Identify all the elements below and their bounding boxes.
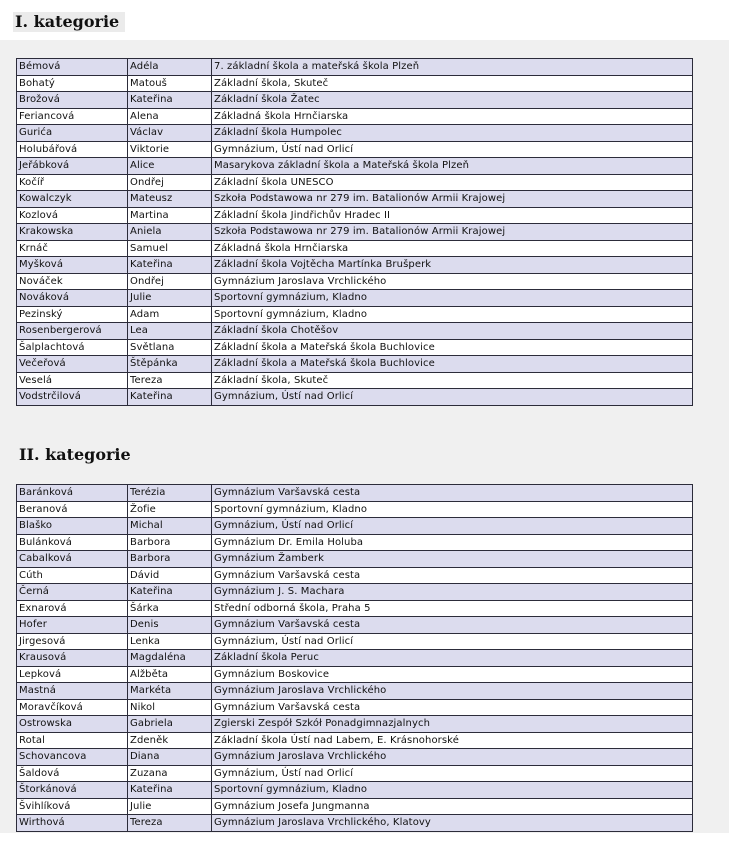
school-cell: Základná škola Hrnčiarska	[212, 108, 693, 125]
table-row	[17, 191, 693, 208]
category-2-heading: II. kategorie	[19, 445, 131, 464]
surname-cell: Mastná	[17, 683, 128, 700]
first-name-cell: Kateřina	[128, 584, 212, 601]
first-name-cell: Zdeněk	[128, 732, 212, 749]
table-row	[17, 551, 693, 568]
table-row	[17, 108, 693, 125]
surname-cell: Jirgesová	[17, 633, 128, 650]
surname-cell: Myšková	[17, 257, 128, 274]
table-row	[17, 273, 693, 290]
school-cell: Gymnázium J. S. Machara	[212, 584, 693, 601]
table-row	[17, 716, 693, 733]
school-cell: Gymnázium Jaroslava Vrchlického, Klatovy	[212, 815, 693, 832]
school-cell: Gymnázium, Ústí nad Orlicí	[212, 765, 693, 782]
table-row	[17, 372, 693, 389]
table-row	[17, 389, 693, 406]
table-row	[17, 501, 693, 518]
table-row	[17, 732, 693, 749]
first-name-cell: Julie	[128, 798, 212, 815]
surname-cell: Gurića	[17, 125, 128, 142]
surname-cell: Černá	[17, 584, 128, 601]
first-name-cell: Magdaléna	[128, 650, 212, 667]
surname-cell: Pezinský	[17, 306, 128, 323]
school-cell: Gymnázium Varšavská cesta	[212, 617, 693, 634]
table-row	[17, 518, 693, 535]
school-cell: Gymnázium Jaroslava Vrchlického	[212, 273, 693, 290]
school-cell: Sportovní gymnázium, Kladno	[212, 290, 693, 307]
table-row	[17, 59, 693, 76]
first-name-cell: Tereza	[128, 372, 212, 389]
school-cell: Zgierski Zespół Szkół Ponadgimnazjalnych	[212, 716, 693, 733]
first-name-cell: Kateřina	[128, 389, 212, 406]
first-name-cell: Štěpánka	[128, 356, 212, 373]
table-row	[17, 339, 693, 356]
table-row	[17, 584, 693, 601]
surname-cell: Kozlová	[17, 207, 128, 224]
surname-cell: Holubářová	[17, 141, 128, 158]
school-cell: Základní škola a Mateřská škola Buchlovice	[212, 339, 693, 356]
table-row	[17, 125, 693, 142]
table-row	[17, 782, 693, 799]
surname-cell: Cabalková	[17, 551, 128, 568]
surname-cell: Feriancová	[17, 108, 128, 125]
table-row	[17, 224, 693, 241]
table-row	[17, 600, 693, 617]
surname-cell: Štorkánová	[17, 782, 128, 799]
first-name-cell: Mateusz	[128, 191, 212, 208]
first-name-cell: Terézia	[128, 485, 212, 502]
surname-cell: Brožová	[17, 92, 128, 109]
first-name-cell: Alice	[128, 158, 212, 175]
surname-cell: Bohatý	[17, 75, 128, 92]
first-name-cell: Zuzana	[128, 765, 212, 782]
school-cell: Gymnázium Varšavská cesta	[212, 699, 693, 716]
school-cell: Základní škola Jindřichův Hradec II	[212, 207, 693, 224]
first-name-cell: Václav	[128, 125, 212, 142]
table-row	[17, 323, 693, 340]
school-cell: Gymnázium Jaroslava Vrchlického	[212, 683, 693, 700]
first-name-cell: Kateřina	[128, 782, 212, 799]
category-1-heading: I. kategorie	[13, 12, 125, 32]
school-cell: Základní škola, Skuteč	[212, 75, 693, 92]
table-row	[17, 699, 693, 716]
table-row	[17, 485, 693, 502]
table-row	[17, 75, 693, 92]
first-name-cell: Kateřina	[128, 92, 212, 109]
surname-cell: Šaldová	[17, 765, 128, 782]
school-cell: Gymnázium, Ústí nad Orlicí	[212, 518, 693, 535]
first-name-cell: Alžběta	[128, 666, 212, 683]
table-row	[17, 240, 693, 257]
school-cell: 7. základní škola a mateřská škola Plzeň	[212, 59, 693, 76]
school-cell: Základní škola UNESCO	[212, 174, 693, 191]
first-name-cell: Julie	[128, 290, 212, 307]
surname-cell: Jeřábková	[17, 158, 128, 175]
surname-cell: Bémová	[17, 59, 128, 76]
first-name-cell: Barbora	[128, 534, 212, 551]
surname-cell: Veselá	[17, 372, 128, 389]
school-cell: Gymnázium Varšavská cesta	[212, 567, 693, 584]
school-cell: Gymnázium Dr. Emila Holuba	[212, 534, 693, 551]
surname-cell: Exnarová	[17, 600, 128, 617]
school-cell: Szkoła Podstawowa nr 279 im. Batalionów Armii Krajowej	[212, 191, 693, 208]
surname-cell: Schovancova	[17, 749, 128, 766]
surname-cell: Ostrowska	[17, 716, 128, 733]
school-cell: Gymnázium, Ústí nad Orlicí	[212, 389, 693, 406]
surname-cell: Šalplachtová	[17, 339, 128, 356]
school-cell: Szkoła Podstawowa nr 279 im. Batalionów Armii Krajowej	[212, 224, 693, 241]
table-row	[17, 765, 693, 782]
school-cell: Střední odborná škola, Praha 5	[212, 600, 693, 617]
school-cell: Gymnázium Varšavská cesta	[212, 485, 693, 502]
school-cell: Základní škola Chotěšov	[212, 323, 693, 340]
school-cell: Sportovní gymnázium, Kladno	[212, 306, 693, 323]
table-row	[17, 207, 693, 224]
first-name-cell: Alena	[128, 108, 212, 125]
surname-cell: Hofer	[17, 617, 128, 634]
surname-cell: Švihlíková	[17, 798, 128, 815]
school-cell: Gymnázium Jaroslava Vrchlického	[212, 749, 693, 766]
first-name-cell: Markéta	[128, 683, 212, 700]
surname-cell: Nováček	[17, 273, 128, 290]
first-name-cell: Aniela	[128, 224, 212, 241]
surname-cell: Blaško	[17, 518, 128, 535]
school-cell: Gymnázium Boskovice	[212, 666, 693, 683]
surname-cell: Lepková	[17, 666, 128, 683]
first-name-cell: Kateřina	[128, 257, 212, 274]
first-name-cell: Barbora	[128, 551, 212, 568]
first-name-cell: Nikol	[128, 699, 212, 716]
first-name-cell: Matouš	[128, 75, 212, 92]
table-row	[17, 749, 693, 766]
school-cell: Gymnázium Žamberk	[212, 551, 693, 568]
first-name-cell: Denis	[128, 617, 212, 634]
surname-cell: Kowalczyk	[17, 191, 128, 208]
table-row	[17, 815, 693, 832]
surname-cell: Krakowska	[17, 224, 128, 241]
surname-cell: Nováková	[17, 290, 128, 307]
table-row	[17, 306, 693, 323]
table-row	[17, 356, 693, 373]
school-cell: Sportovní gymnázium, Kladno	[212, 782, 693, 799]
surname-cell: Wirthová	[17, 815, 128, 832]
first-name-cell: Diana	[128, 749, 212, 766]
school-cell: Základní škola Ústí nad Labem, E. Krásnohorské	[212, 732, 693, 749]
school-cell: Základní škola Vojtěcha Martínka Brušperk	[212, 257, 693, 274]
first-name-cell: Lea	[128, 323, 212, 340]
first-name-cell: Šárka	[128, 600, 212, 617]
surname-cell: Cúth	[17, 567, 128, 584]
surname-cell: Večeřová	[17, 356, 128, 373]
surname-cell: Moravčíková	[17, 699, 128, 716]
surname-cell: Rosenbergerová	[17, 323, 128, 340]
first-name-cell: Ondřej	[128, 174, 212, 191]
school-cell: Základní škola Peruc	[212, 650, 693, 667]
table-row	[17, 141, 693, 158]
school-cell: Základná škola Hrnčiarska	[212, 240, 693, 257]
first-name-cell: Lenka	[128, 633, 212, 650]
table-row	[17, 257, 693, 274]
table-row	[17, 534, 693, 551]
table-row	[17, 617, 693, 634]
first-name-cell: Světlana	[128, 339, 212, 356]
school-cell: Gymnázium, Ústí nad Orlicí	[212, 633, 693, 650]
category-2-table	[16, 484, 693, 832]
school-cell: Sportovní gymnázium, Kladno	[212, 501, 693, 518]
first-name-cell: Adéla	[128, 59, 212, 76]
table-row	[17, 683, 693, 700]
school-cell: Základní škola Humpolec	[212, 125, 693, 142]
school-cell: Základní škola Žatec	[212, 92, 693, 109]
first-name-cell: Ondřej	[128, 273, 212, 290]
school-cell: Masarykova základní škola a Mateřská škola Plzeň	[212, 158, 693, 175]
table-row	[17, 290, 693, 307]
surname-cell: Krnáč	[17, 240, 128, 257]
category-1-table	[16, 58, 693, 406]
surname-cell: Beranová	[17, 501, 128, 518]
surname-cell: Krausová	[17, 650, 128, 667]
school-cell: Základní škola, Skuteč	[212, 372, 693, 389]
first-name-cell: Dávid	[128, 567, 212, 584]
surname-cell: Baránková	[17, 485, 128, 502]
surname-cell: Bulánková	[17, 534, 128, 551]
first-name-cell: Martina	[128, 207, 212, 224]
table-row	[17, 650, 693, 667]
table-row	[17, 174, 693, 191]
surname-cell: Vodstrčilová	[17, 389, 128, 406]
first-name-cell: Viktorie	[128, 141, 212, 158]
table-row	[17, 92, 693, 109]
first-name-cell: Tereza	[128, 815, 212, 832]
table-row	[17, 666, 693, 683]
first-name-cell: Michal	[128, 518, 212, 535]
school-cell: Gymnázium, Ústí nad Orlicí	[212, 141, 693, 158]
surname-cell: Kočíř	[17, 174, 128, 191]
table-row	[17, 158, 693, 175]
table-row	[17, 633, 693, 650]
first-name-cell: Žofie	[128, 501, 212, 518]
surname-cell: Rotal	[17, 732, 128, 749]
first-name-cell: Adam	[128, 306, 212, 323]
table-row	[17, 567, 693, 584]
school-cell: Gymnázium Josefa Jungmanna	[212, 798, 693, 815]
school-cell: Základní škola a Mateřská škola Buchlovice	[212, 356, 693, 373]
first-name-cell: Samuel	[128, 240, 212, 257]
table-row	[17, 798, 693, 815]
first-name-cell: Gabriela	[128, 716, 212, 733]
